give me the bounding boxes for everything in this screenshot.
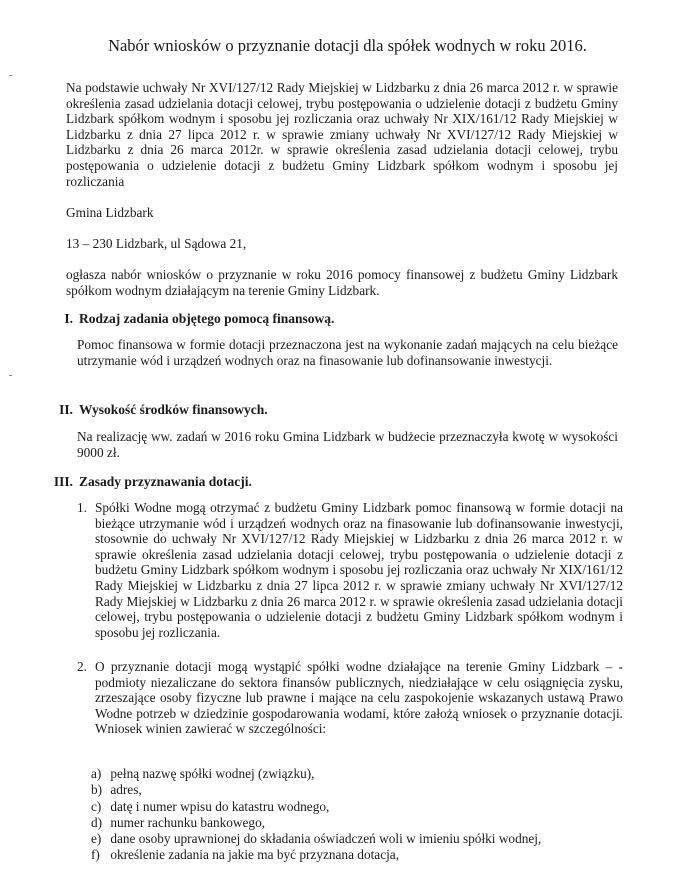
section-number: II. bbox=[59, 402, 73, 417]
page-title: Nabór wniosków o przyznanie dotacji dla spółek wodnych w roku 2016. bbox=[108, 36, 587, 55]
section-heading-1 bbox=[53, 311, 334, 327]
item-text: O przyznanie dotacji mogą wystąpić spółki wodne działające na terenie Gminy Lidzbark – - podmioty niezaliczane do sektora finansów publicznych, niedziałające w celu osiągnięcia zysku, zrzeszające osoby fizyczne lub prawne i mające na celu zaspokojenie wskazanych ustawą Prawo Wodne potrzeb w dziedzinie gospodarowania wodami, które założą wniosek o przyznanie dotacji. Wniosek winien zawierać w szczególności: bbox=[95, 659, 623, 737]
section-title: Zasady przyznawania dotacji. bbox=[79, 474, 252, 489]
item-number: 2. bbox=[77, 659, 87, 674]
list-item: a) pełną nazwę spółki wodnej (związku), bbox=[91, 766, 315, 781]
announcement-paragraph: ogłasza nabór wniosków o przyznanie w roku 2016 pomocy finansowej z budżetu Gminy Lidzbark spółkom wodnym działającym na terenie Gminy Lidzbark. bbox=[66, 267, 618, 298]
scan-mark: - bbox=[9, 370, 13, 381]
list-item: f) określenie zadania na jakie ma być przyznana dotacja, bbox=[91, 847, 400, 863]
section-heading-3 bbox=[53, 474, 252, 490]
organization-address: 13 – 230 Lidzbark, ul Sądowa 21, bbox=[66, 236, 247, 251]
item-text: Spółki Wodne mogą otrzymać z budżetu Gminy Lidzbark pomoc finansową w formie dotacji na bieżące utrzymanie wód i urządzeń wodnych oraz na finasowanie lub dofinansowanie inwestycji, stosownie do uchwały Nr XVI/127/12 Rady Miejskiej w Lidzbarku z dnia 26 marca 2012 r. w sprawie określenia zasad udzielania dotacji celowej, trybu postępowania o udzielenie dotacji z budżetu Gminy Lidzbark spółkom wodnym i sposobu jej rozliczania oraz uchwały Nr XIX/161/12 Rady Miejskiej w Lidzbarku z dnia 27 lipca 2012 r. w sprawie zmiany uchwały Nr XVI/127/12 Rady Miejskiej w Lidzbarku z dnia 26 marca 2012 r. w sprawie określenia zasad udzielania dotacji celowej, trybu postępowania o udzielenie dotacji z budżetu Gminy Lidzbark spółkom wodnym i sposobu jej rozliczania. bbox=[95, 500, 623, 640]
section-text-1: Pomoc finansowa w formie dotacji przeznaczona jest na wykonanie zadań mających na celu bieżące utrzymanie wód i urządzeń wodnych oraz na finasowanie lub dofinansowanie inwestycji. bbox=[77, 337, 618, 368]
section-title: Rodzaj zadania objętego pomocą finansową. bbox=[79, 311, 335, 326]
item-number: 1. bbox=[77, 500, 87, 515]
list-item: b) adres, bbox=[91, 782, 142, 798]
requirements-list bbox=[91, 766, 541, 864]
intro-paragraph: Na podstawie uchwały Nr XVI/127/12 Rady Miejskiej w Lidzbarku z dnia 26 marca 2012 r. w sprawie określenia zasad udzielania dotacji celowej, trybu postępowania o udzielenie dotacji z budżetu Gminy Lidzbark spółkom wodnym i sposobu jej rozliczania oraz uchwały Nr XIX/161/12 Rady Miejskiej w Lidzbarku z dnia 27 lipca 2012 r. w sprawie zmiany uchwały Nr XVI/127/12 Rady Miejskiej w Lidzbarku z dnia 26 marca 2012r. w sprawie określenia zasad udzielania dotacji celowej, trybu postępowania o udzielenie dotacji z budżetu Gminy Lidzbark spółkom wodnym i sposobu jej rozliczania bbox=[66, 80, 618, 189]
section-title: Wysokość środków finansowych. bbox=[79, 402, 268, 417]
list-item: c) datę i numer wpisu do katastru wodnego, bbox=[91, 798, 330, 814]
section-number: III. bbox=[53, 474, 73, 489]
scan-mark: - bbox=[9, 70, 13, 81]
list-item: e) dane osoby uprawnionej do składania oświadczeń woli w imieniu spółki wodnej, bbox=[91, 831, 542, 847]
section-heading-2 bbox=[53, 402, 268, 418]
section-text-2: Na realizację ww. zadań w 2016 roku Gmina Lidzbark w budżecie przeznaczyła kwotę w wysokości 9000 zł. bbox=[77, 429, 618, 460]
section-number: I. bbox=[64, 311, 73, 326]
organization-name: Gmina Lidzbark bbox=[66, 205, 154, 220]
list-item: d) numer rachunku bankowego, bbox=[91, 814, 266, 830]
numbered-item-1 bbox=[77, 500, 623, 640]
numbered-item-2 bbox=[77, 659, 623, 737]
